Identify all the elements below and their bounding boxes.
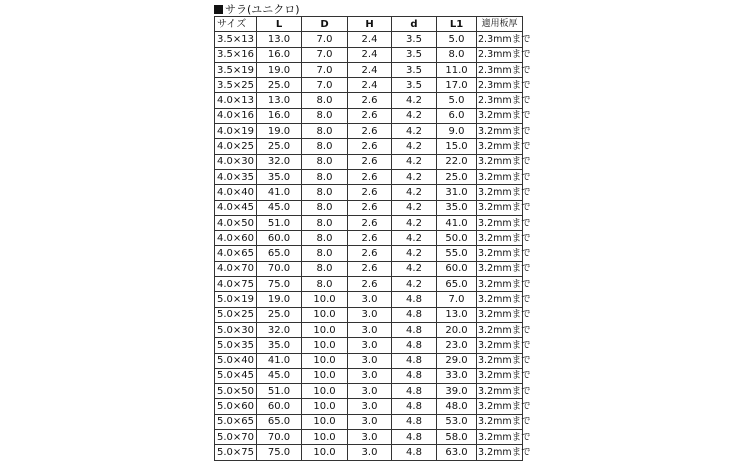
cell-l1: 13.0	[437, 307, 477, 322]
cell-plate-thickness: 3.2mmまで	[477, 445, 523, 460]
cell-l: 35.0	[257, 338, 302, 353]
cell-plate-thickness: 3.2mmまで	[477, 169, 523, 184]
cell-l1: 60.0	[437, 261, 477, 276]
cell-h: 2.6	[348, 261, 392, 276]
cell-l1: 20.0	[437, 322, 477, 337]
cell-plate-thickness: 3.2mmまで	[477, 292, 523, 307]
cell-l: 60.0	[257, 399, 302, 414]
cell-l: 45.0	[257, 368, 302, 383]
table-row	[215, 231, 523, 246]
cell-h: 3.0	[348, 430, 392, 445]
cell-small-d: 4.2	[392, 231, 437, 246]
cell-d: 10.0	[302, 368, 348, 383]
cell-h: 3.0	[348, 384, 392, 399]
cell-d: 8.0	[302, 231, 348, 246]
black-square-icon	[214, 5, 223, 14]
cell-small-d: 4.2	[392, 139, 437, 154]
cell-d: 8.0	[302, 108, 348, 123]
cell-h: 2.6	[348, 93, 392, 108]
cell-l1: 6.0	[437, 108, 477, 123]
cell-plate-thickness: 3.2mmまで	[477, 215, 523, 230]
header-row	[215, 17, 523, 32]
cell-l: 51.0	[257, 215, 302, 230]
cell-d: 10.0	[302, 384, 348, 399]
table-row	[215, 353, 523, 368]
cell-l1: 50.0	[437, 231, 477, 246]
cell-small-d: 4.8	[392, 384, 437, 399]
cell-l1: 8.0	[437, 47, 477, 62]
cell-l: 45.0	[257, 200, 302, 215]
table-row	[215, 246, 523, 261]
cell-h: 2.6	[348, 139, 392, 154]
cell-d: 10.0	[302, 338, 348, 353]
cell-l1: 55.0	[437, 246, 477, 261]
cell-size: 4.0×45	[215, 200, 257, 215]
cell-h: 3.0	[348, 399, 392, 414]
cell-size: 4.0×60	[215, 231, 257, 246]
cell-d: 8.0	[302, 215, 348, 230]
cell-size: 3.5×25	[215, 78, 257, 93]
table-row	[215, 261, 523, 276]
cell-plate-thickness: 3.2mmまで	[477, 246, 523, 261]
cell-l1: 48.0	[437, 399, 477, 414]
table-row	[215, 430, 523, 445]
cell-h: 2.6	[348, 185, 392, 200]
table-row	[215, 47, 523, 62]
cell-plate-thickness: 3.2mmまで	[477, 185, 523, 200]
cell-l1: 58.0	[437, 430, 477, 445]
cell-l: 70.0	[257, 430, 302, 445]
cell-d: 8.0	[302, 200, 348, 215]
cell-l: 19.0	[257, 62, 302, 77]
cell-l: 65.0	[257, 246, 302, 261]
cell-l1: 29.0	[437, 353, 477, 368]
header-size: サイズ	[215, 17, 257, 32]
cell-d: 8.0	[302, 277, 348, 292]
table-row	[215, 277, 523, 292]
table-row	[215, 78, 523, 93]
cell-l: 25.0	[257, 139, 302, 154]
cell-l1: 31.0	[437, 185, 477, 200]
cell-size: 5.0×50	[215, 384, 257, 399]
cell-h: 2.6	[348, 108, 392, 123]
table-row	[215, 154, 523, 169]
cell-plate-thickness: 3.2mmまで	[477, 368, 523, 383]
cell-d: 7.0	[302, 32, 348, 47]
cell-small-d: 4.8	[392, 322, 437, 337]
cell-l1: 25.0	[437, 169, 477, 184]
cell-h: 3.0	[348, 414, 392, 429]
table-row	[215, 307, 523, 322]
cell-d: 8.0	[302, 124, 348, 139]
cell-d: 8.0	[302, 246, 348, 261]
cell-plate-thickness: 3.2mmまで	[477, 124, 523, 139]
cell-l1: 65.0	[437, 277, 477, 292]
cell-size: 5.0×30	[215, 322, 257, 337]
cell-size: 3.5×13	[215, 32, 257, 47]
cell-plate-thickness: 3.2mmまで	[477, 154, 523, 169]
cell-small-d: 4.2	[392, 185, 437, 200]
cell-size: 5.0×65	[215, 414, 257, 429]
cell-size: 3.5×16	[215, 47, 257, 62]
cell-h: 3.0	[348, 322, 392, 337]
cell-l: 25.0	[257, 78, 302, 93]
spec-heading-text: サラ(ユニクロ)	[225, 3, 300, 16]
cell-size: 5.0×45	[215, 368, 257, 383]
cell-l: 13.0	[257, 93, 302, 108]
spec-table-body	[215, 32, 531, 460]
cell-l: 41.0	[257, 353, 302, 368]
cell-small-d: 4.8	[392, 445, 437, 460]
cell-plate-thickness: 3.2mmまで	[477, 384, 523, 399]
cell-l1: 33.0	[437, 368, 477, 383]
cell-size: 4.0×40	[215, 185, 257, 200]
cell-d: 10.0	[302, 292, 348, 307]
header-l1: L1	[437, 17, 477, 32]
cell-d: 8.0	[302, 154, 348, 169]
cell-d: 7.0	[302, 62, 348, 77]
cell-d: 8.0	[302, 185, 348, 200]
table-row	[215, 399, 523, 414]
cell-d: 8.0	[302, 93, 348, 108]
table-row	[215, 445, 523, 460]
cell-d: 10.0	[302, 430, 348, 445]
cell-size: 4.0×50	[215, 215, 257, 230]
cell-h: 2.6	[348, 124, 392, 139]
cell-small-d: 3.5	[392, 78, 437, 93]
cell-plate-thickness: 2.3mmまで	[477, 62, 523, 77]
cell-plate-thickness: 3.2mmまで	[477, 307, 523, 322]
cell-d: 10.0	[302, 322, 348, 337]
cell-d: 10.0	[302, 307, 348, 322]
cell-small-d: 3.5	[392, 32, 437, 47]
cell-small-d: 4.8	[392, 292, 437, 307]
cell-small-d: 4.8	[392, 430, 437, 445]
cell-plate-thickness: 2.3mmまで	[477, 78, 523, 93]
cell-h: 2.6	[348, 215, 392, 230]
cell-d: 8.0	[302, 139, 348, 154]
spec-heading	[214, 3, 300, 17]
cell-d: 10.0	[302, 445, 348, 460]
table-row	[215, 32, 523, 47]
cell-l: 19.0	[257, 124, 302, 139]
cell-l: 41.0	[257, 185, 302, 200]
table-row	[215, 169, 523, 184]
table-row	[215, 414, 523, 429]
cell-h: 2.4	[348, 78, 392, 93]
cell-h: 2.6	[348, 154, 392, 169]
cell-l: 16.0	[257, 108, 302, 123]
cell-size: 4.0×19	[215, 124, 257, 139]
cell-small-d: 4.2	[392, 154, 437, 169]
cell-plate-thickness: 3.2mmまで	[477, 261, 523, 276]
cell-small-d: 4.8	[392, 307, 437, 322]
cell-d: 7.0	[302, 47, 348, 62]
cell-plate-thickness: 3.2mmまで	[477, 108, 523, 123]
cell-size: 3.5×19	[215, 62, 257, 77]
cell-h: 3.0	[348, 353, 392, 368]
table-row	[215, 93, 523, 108]
spec-table-header	[215, 17, 523, 32]
cell-l: 32.0	[257, 322, 302, 337]
table-row	[215, 124, 523, 139]
table-row	[215, 185, 523, 200]
cell-l: 13.0	[257, 32, 302, 47]
cell-plate-thickness: 2.3mmまで	[477, 47, 523, 62]
cell-size: 4.0×35	[215, 169, 257, 184]
table-row	[215, 62, 523, 77]
cell-h: 2.4	[348, 62, 392, 77]
cell-small-d: 3.5	[392, 47, 437, 62]
cell-l: 35.0	[257, 169, 302, 184]
cell-d: 10.0	[302, 353, 348, 368]
cell-l1: 7.0	[437, 292, 477, 307]
table-row	[215, 292, 523, 307]
cell-l1: 17.0	[437, 78, 477, 93]
cell-small-d: 4.2	[392, 200, 437, 215]
cell-size: 4.0×25	[215, 139, 257, 154]
cell-size: 4.0×70	[215, 261, 257, 276]
cell-plate-thickness: 3.2mmまで	[477, 353, 523, 368]
cell-plate-thickness: 2.3mmまで	[477, 93, 523, 108]
cell-h: 3.0	[348, 368, 392, 383]
cell-small-d: 3.5	[392, 62, 437, 77]
header-small-d: d	[392, 17, 437, 32]
cell-size: 5.0×25	[215, 307, 257, 322]
cell-plate-thickness: 3.2mmまで	[477, 277, 523, 292]
cell-plate-thickness: 3.2mmまで	[477, 200, 523, 215]
header-h: H	[348, 17, 392, 32]
cell-plate-thickness: 3.2mmまで	[477, 414, 523, 429]
cell-plate-thickness: 3.2mmまで	[477, 430, 523, 445]
cell-l: 32.0	[257, 154, 302, 169]
cell-small-d: 4.2	[392, 93, 437, 108]
cell-small-d: 4.2	[392, 169, 437, 184]
cell-l1: 53.0	[437, 414, 477, 429]
cell-small-d: 4.2	[392, 108, 437, 123]
cell-size: 5.0×35	[215, 338, 257, 353]
cell-h: 2.4	[348, 47, 392, 62]
cell-size: 4.0×13	[215, 93, 257, 108]
cell-l1: 23.0	[437, 338, 477, 353]
cell-l: 65.0	[257, 414, 302, 429]
cell-h: 3.0	[348, 307, 392, 322]
table-row	[215, 368, 523, 383]
cell-small-d: 4.2	[392, 124, 437, 139]
cell-plate-thickness: 2.3mmまで	[477, 32, 523, 47]
cell-size: 5.0×70	[215, 430, 257, 445]
table-row	[215, 215, 523, 230]
header-d: D	[302, 17, 348, 32]
cell-small-d: 4.8	[392, 399, 437, 414]
header-l: L	[257, 17, 302, 32]
cell-size: 4.0×16	[215, 108, 257, 123]
table-row	[215, 139, 523, 154]
cell-l1: 22.0	[437, 154, 477, 169]
cell-l1: 11.0	[437, 62, 477, 77]
cell-l1: 5.0	[437, 32, 477, 47]
cell-small-d: 4.8	[392, 353, 437, 368]
cell-h: 2.6	[348, 200, 392, 215]
cell-small-d: 4.8	[392, 338, 437, 353]
cell-small-d: 4.2	[392, 246, 437, 261]
cell-size: 4.0×65	[215, 246, 257, 261]
cell-h: 2.6	[348, 277, 392, 292]
spec-table	[214, 16, 531, 461]
cell-small-d: 4.8	[392, 368, 437, 383]
cell-h: 2.4	[348, 32, 392, 47]
cell-l: 75.0	[257, 277, 302, 292]
cell-small-d: 4.2	[392, 261, 437, 276]
cell-l: 51.0	[257, 384, 302, 399]
cell-size: 5.0×60	[215, 399, 257, 414]
cell-plate-thickness: 3.2mmまで	[477, 399, 523, 414]
cell-l: 19.0	[257, 292, 302, 307]
table-row	[215, 322, 523, 337]
cell-d: 10.0	[302, 399, 348, 414]
cell-l1: 41.0	[437, 215, 477, 230]
cell-plate-thickness: 3.2mmまで	[477, 338, 523, 353]
cell-size: 4.0×75	[215, 277, 257, 292]
cell-l: 75.0	[257, 445, 302, 460]
cell-d: 7.0	[302, 78, 348, 93]
cell-l: 60.0	[257, 231, 302, 246]
cell-d: 10.0	[302, 414, 348, 429]
cell-h: 3.0	[348, 445, 392, 460]
cell-d: 8.0	[302, 169, 348, 184]
cell-small-d: 4.8	[392, 414, 437, 429]
cell-plate-thickness: 3.2mmまで	[477, 139, 523, 154]
cell-h: 2.6	[348, 246, 392, 261]
cell-l1: 15.0	[437, 139, 477, 154]
cell-l1: 39.0	[437, 384, 477, 399]
table-row	[215, 108, 523, 123]
cell-size: 4.0×30	[215, 154, 257, 169]
cell-size: 5.0×40	[215, 353, 257, 368]
cell-l1: 9.0	[437, 124, 477, 139]
cell-l: 25.0	[257, 307, 302, 322]
cell-size: 5.0×19	[215, 292, 257, 307]
cell-l1: 35.0	[437, 200, 477, 215]
cell-plate-thickness: 3.2mmまで	[477, 322, 523, 337]
cell-h: 2.6	[348, 231, 392, 246]
cell-size: 5.0×75	[215, 445, 257, 460]
cell-d: 8.0	[302, 261, 348, 276]
header-plate-thickness: 適用板厚	[477, 17, 523, 32]
cell-h: 2.6	[348, 169, 392, 184]
cell-l1: 5.0	[437, 93, 477, 108]
table-row	[215, 338, 523, 353]
cell-small-d: 4.2	[392, 215, 437, 230]
cell-plate-thickness: 3.2mmまで	[477, 231, 523, 246]
cell-small-d: 4.2	[392, 277, 437, 292]
cell-l: 70.0	[257, 261, 302, 276]
cell-h: 3.0	[348, 338, 392, 353]
cell-h: 3.0	[348, 292, 392, 307]
cell-l: 16.0	[257, 47, 302, 62]
cell-l1: 63.0	[437, 445, 477, 460]
table-row	[215, 384, 523, 399]
table-row	[215, 200, 523, 215]
